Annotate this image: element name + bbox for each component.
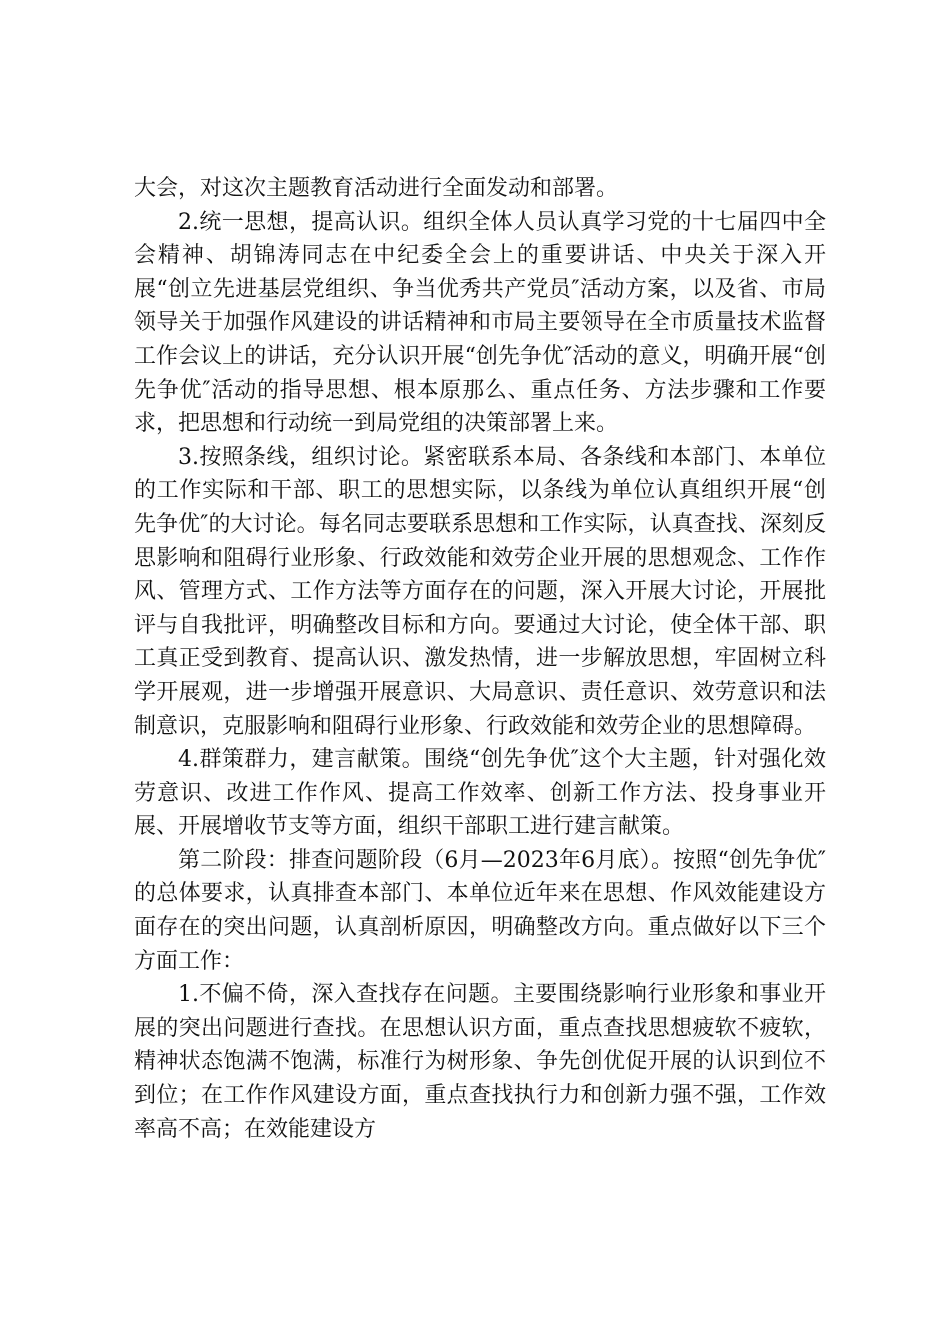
paragraph-item-3-organize-discussion: 3.按照条线，组织讨论。紧密联系本局、各条线和本部门、本单位的工作实际和干部、职工的思想实际，以条线为单位认真组织开展“创先争优″的大讨论。每名同志要联系思想和工作实际，认真查找、深刻反思影响和阻碍行业形象、行政效能和效劳企业开展的思想观念、工作作风、管理方式、工作方法等方面存在的问题，深入开展大讨论，开展批评与自我批评，明确整改目标和方向。要通过大讨论，使全体干部、职工真正受到教育、提高认识、激发热情，进一步解放思想，牢固树立科学开展观，进一步增强开展意识、大局意识、责任意识、效劳意识和法制意识，克服影响和阻碍行业形象、行政效能和效劳企业的思想障碍。 (134, 444, 826, 739)
document-body (134, 172, 826, 1146)
paragraph-item-2-unify-thinking: 2.统一思想，提高认识。组织全体人员认真学习党的十七届四中全会精神、胡锦涛同志在中纪委全会上的重要讲话、中央关于深入开展“创立先进基层党组织、争当优秀共产党员″活动方案，以及省、市局领导关于加强作风建设的讲话精神和市局主要领导在全市质量技术监督工作会议上的讲话，充分认识开展“创先争优″活动的意义，明确开展“创先争优″活动的指导思想、根本原那么、重点任务、方法步骤和工作要求，把思想和行动统一到局党组的决策部署上来。 (134, 209, 826, 437)
paragraph-item-1-find-problems: 1.不偏不倚，深入查找存在问题。主要围绕影响行业形象和事业开展的突出问题进行查找。在思想认识方面，重点查找思想疲软不疲软，精神状态饱满不饱满，标准行为树形象、争先创优促开展的认识到位不到位；在工作作风建设方面，重点查找执行力和创新力强不强，工作效率高不高；在效能建设方 (134, 982, 826, 1142)
paragraph-closing-fragment: 大会，对这次主题教育活动进行全面发动和部署。 (134, 176, 619, 201)
paragraph-stage-two: 第二阶段：排查问题阶段（6月—2023年6月底）。按照“创先争优″的总体要求，认真排查本部门、本单位近年来在思想、作风效能建设方面存在的突出问题，认真剖析原因，明确整改方向。重点做好以下三个方面工作： (134, 847, 826, 974)
paragraph-item-4-suggestions: 4.群策群力，建言献策。围绕“创先争优″这个大主题，针对强化效劳意识、改进工作作风、提高工作效率、创新工作方法、投身事业开展、开展增收节支等方面，组织干部职工进行建言献策。 (134, 747, 826, 840)
